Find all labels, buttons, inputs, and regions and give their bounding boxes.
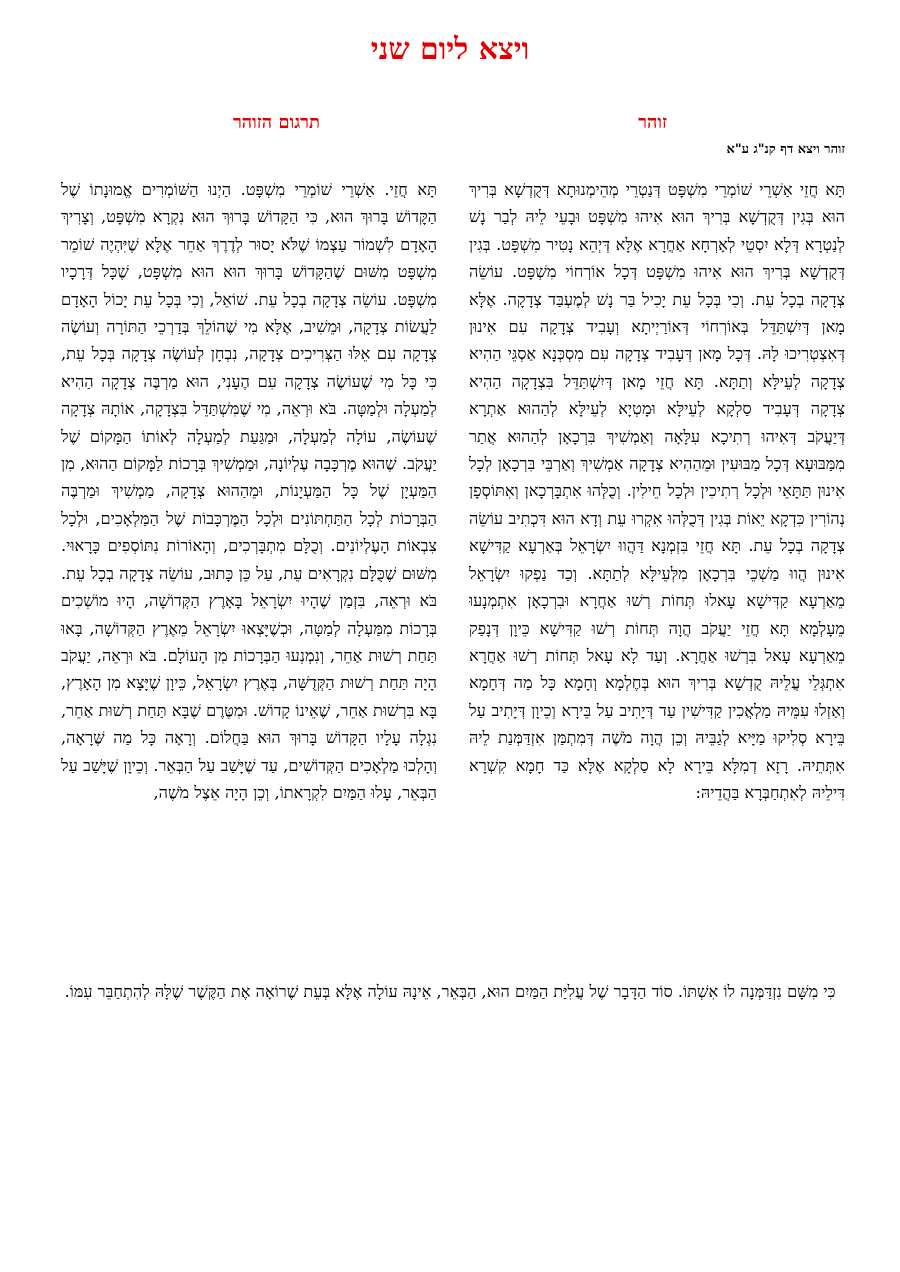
zohar-text-column — [469, 176, 845, 974]
page-title: ויצא ליום שני — [370, 32, 530, 67]
source-reference: זוהר ויצא דף קנ"ג ע"א — [726, 142, 845, 157]
zohar-paragraph: תָּא חֲזֵי אַשְׁרֵי שׁוֹמְרֵי מִשְׁפָּט דְּנַטְרֵי מְהֵימְנוּתָא דְּקֻדְשָׁא בְּרִיךְ הוּא בְּגִין דְּקֻדְשָׁא בְּרִיךְ הוּא אִיהוּ מִשְׁפָּט וּבָעֵי לֵיהּ לְבַר נָשׁ לְנַטְרָא דְּלָא יִסְטֵי לְאָרְחָא אַחֲרָא אֶלָּא דְּיְהֵא נָטִיר מִשְׁפָּט. בְּגִין דְּקֻדְשָׁא בְּרִיךְ הוּא אִיהוּ מִשְׁפָּט דְּכָל אוֹרְחוֹי מִשְׁפָּט. עוֹשֵׂה צְדָקָה בְכָל עֵת. וְכִי בְּכָל עֵת יָכִיל בַּר נָשׁ לְמֶעְבַּד צְדָקָה. אֶלָּא מָאן דְּיִשְׁתַּדֵּל בְּאוֹרְחוֹי דְּאוֹרַיְיתָא וְעָבִיד צְדָקָה עִם אִינוּן דְּאִצְטְרִיכוּ לָהּ. דְּכָל מָאן דְּעָבִיד צְדָקָה עִם מִסְכְּנָא אַסְגֵּי הַהִיא צְדָקָה לְעֵילָּא וְתַתָּא. תָּא חֲזֵי מָאן דְּיִשְׁתַּדֵּל בִּצְדָקָה הַהִיא צְדָקָה דְּעָבִיד סַלְקָא לְעֵילָּא וּמָטְיָא לְעֵילָּא לְהַהוּא אַתְרָא דְּיַעֲקֹב דְּאִיהוּ רְתִיכָא עִלָּאָה וְאַמְשִׁיךְ בִּרְכָאָן לְהַהוּא אֲתַר מִמַּבּוּעָא דְּכָל מַבּוּעִין וּמֵהַהִיא צְדָקָה אַמְשִׁיךְ וְאַרְבֵּי בִּרְכָאָן לְכָל אִינוּן תַּתָּאֵי וּלְכָל רְתִיכִין וּלְכָל חֵילִין. וְכֻלְּהוּ אִתְבָּרְכָאן וְאִתּוֹסְפָן נְהוֹרִין כִּדְקָא יֵאוֹת בְּגִין דְּכֻלְּהוּ אִקְרוּ עֵת וְדָא הוּא דִּכְתִיב עוֹשֵׂה צְדָקָה בְכָל עֵת. תָּא חֲזֵי בִּזְמְנָא דַּהֲווּ יִשְׂרָאֵל בְּאַרְעָא קַדִּישָׁא אִינוּן הֲווּ מַשְׁכֵי בִּרְכָאָן מִלְּעֵילָּא לְתַתָּא. וְכַד נַפְקוּ יִשְׂרָאֵל מֵאַרְעָא קַדִּישָׁא עָאלוּ תְּחוֹת רְשׁוּ אַחֲרָא וּבִרְכָאָן אִתְמְנָעוּ מֵעָלְמָא תָּא חֲזֵי יַעֲקֹב הֲוָה תְּחוֹת רְשׁוּ קַדִּישָׁא כֵּיוָן דְּנָפַק מֵאַרְעָא עָאל בִּרְשׁוּ אַחֲרָא. וְעַד לָא עָאל תְּחוֹת רְשׁוּ אַחֲרָא אִתְגְּלֵי עֲלֵיהּ קֻדְשָׁא בְּרִיךְ הוּא בְּחֶלְמָא וְחָמָא כָּל מַה דְּחָמָא וְאַזְלוּ עִמֵּיהּ מַלְאֲכִין קַדִּישִׁין עַד דְּיָתִיב עַל בֵּירָא וְכֵיוָן דְּיָתִיב עַל בֵּירָא סְלִיקוּ מַיָּיא לְגַבֵּיהּ וְכֵן הֲוָה מֹשֶׁה דְּמִתְמַּן אִזְדַּמְּנַת לֵיהּ אִתְּתֵיהּ. רָזָא דְמִלָּא בֵּירָא לָא סַלְקָא אֶלָּא כַּד חָמָא קִשְׁרָא דִּילֵיהּ לְאִתְחַבְּרָא בַּהֲדֵיהּ: — [469, 180, 845, 802]
translation-column-heading: תרגום הזוהר — [232, 112, 320, 133]
translation-text-column — [61, 176, 437, 974]
translation-continuation: כִּי מִשָּׁם נִזְדַּמְּנָה לוֹ אִשְׁתּוֹ. סוֹד הַדָּבָר שֶׁל עֲלִיַּת הַמַּיִם הוּא, הַבְּאֵר, אֵינָהּ עוֹלָה אֶלָּא בְּעֵת שֶׁרוֹאָה אֶת הַקֶּשֶׁר שֶׁלָּהּ לְהִתְחַבֵּר עִמּוֹ. — [64, 982, 836, 1001]
zohar-column-heading: זוהר — [638, 112, 667, 133]
translation-paragraph: תָּא חֲזֵי. אַשְׁרֵי שׁוֹמְרֵי מִשְׁפָּט. הַיְנוּ הַשּׁוֹמְרִים אֱמוּנָתוֹ שֶׁל הַקָּדוֹשׁ בָּרוּךְ הוּא, כִּי הַקָּדוֹשׁ בָּרוּךְ הוּא נִקְרָא מִשְׁפָּט, וְצָרִיךְ הָאָדָם לִשְׁמוֹר עַצְמוֹ שֶׁלֹּא יָסוּר לְדֶרֶךְ אַחֵר אֶלָּא שֶׁיִּהְיֶה שׁוֹמֵר מִשְׁפָּט מִשּׁוּם שֶׁהַקָּדוֹשׁ בָּרוּךְ הוּא הוּא מִשְׁפָּט, שֶׁכָּל דְּרָכָיו מִשְׁפָּט. עוֹשֵׂה צְדָקָה בְכָל עֵת. שׁוֹאֵל, וְכִי בְּכָל עֵת יָכוֹל הָאָדָם לַעֲשׂוֹת צְדָקָה, וּמֵשִׁיב, אֶלָּא מִי שֶׁהוֹלֵךְ בְּדַרְכֵי הַתּוֹרָה וְעוֹשֶׂה צְדָקָה עִם אֵלּוּ הַצְּרִיכִים צְדָקָה, נִבְחָן לְעוֹשֶׂה צְדָקָה בְּכָל עֵת, כִּי כָּל מִי שֶׁעוֹשֶׂה צְדָקָה עִם הֶעָנִי, הוּא מַרְבֶּה צְדָקָה הַהִיא לְמַעְלָה וּלְמַטָּה. בֹּא וּרְאֵה, מִי שֶׁמִּשְׁתַּדֵּל בִּצְדָקָה, אוֹתָהּ צְדָקָה שֶׁעוֹשֶׂה, עוֹלָה לְמַעְלָה, וּמַגַּעַת לְמַעְלָה לְאוֹתוֹ הַמָּקוֹם שֶׁל יַעֲקֹב. שֶׁהוּא מֶרְכָּבָה עֶלְיוֹנָה, וּמַמְשִׁיךְ בְּרָכוֹת לַמָּקוֹם הַהוּא, מִן הַמַּעְיָן שֶׁל כָּל הַמַּעְיָנוֹת, וּמֵהַהוּא צְדָקָה, מַמְשִׁיךְ וּמַרְבֶּה הַבְּרָכוֹת לְכָל הַתַּחְתּוֹנִים וּלְכָל הַמֶּרְכָּבוֹת שֶׁל הַמַּלְאָכִים, וּלְכָל צִבְאוֹת הָעֶלְיוֹנִים. וְכֻלָּם מִתְבָּרְכִים, וְהָאוֹרוֹת נִתּוֹסְפִים כָּרָאוּי. מִשּׁוּם שֶׁכֻּלָּם נִקְרָאִים עֵת, עַל כֵּן כָּתוּב, עוֹשֵׂה צְדָקָה בְכָל עֵת. בֹּא וּרְאֵה, בִּזְמַן שֶׁהָיוּ יִשְׂרָאֵל בָּאָרֶץ הַקְּדוֹשָׁה, הָיוּ מוֹשְׁכִים בְּרָכוֹת מִמַּעְלָה לְמַטָּה, וּכְשֶׁיָּצְאוּ יִשְׂרָאֵל מֵאֶרֶץ הַקְּדוֹשָׁה, בָּאוּ תַּחַת רְשׁוּת אַחֵר, וְנִמְנְעוּ הַבְּרָכוֹת מִן הָעוֹלָם. בֹּא וּרְאֵה, יַעֲקֹב הָיָה תַּחַת רְשׁוּת הַקְּדֻשָּׁה, בְּאֶרֶץ יִשְׂרָאֵל, כֵּיוָן שֶׁיָּצָא מִן הָאָרֶץ, בָּא בִּרְשׁוּת אַחֵר, שֶׁאֵינוֹ קָדוֹשׁ. וּמִטֶּרֶם שֶׁבָּא תַּחַת רְשׁוּת אַחֵר, נִגְלָה עָלָיו הַקָּדוֹשׁ בָּרוּךְ הוּא בַּחֲלוֹם. וְרָאָה כָּל מַה שֶּׁרָאָה, וְהָלְכוּ מַלְאָכִים הַקְּדוֹשִׁים, עַד שֶׁיָּשַׁב עַל הַבְּאֵר. וְכֵיוָן שֶׁיָּשַׁב עַל הַבְּאֵר, עָלוּ הַמַּיִם לִקְרָאתוֹ, וְכֵן הָיָה אֵצֶל מֹשֶׁה, — [61, 180, 437, 802]
